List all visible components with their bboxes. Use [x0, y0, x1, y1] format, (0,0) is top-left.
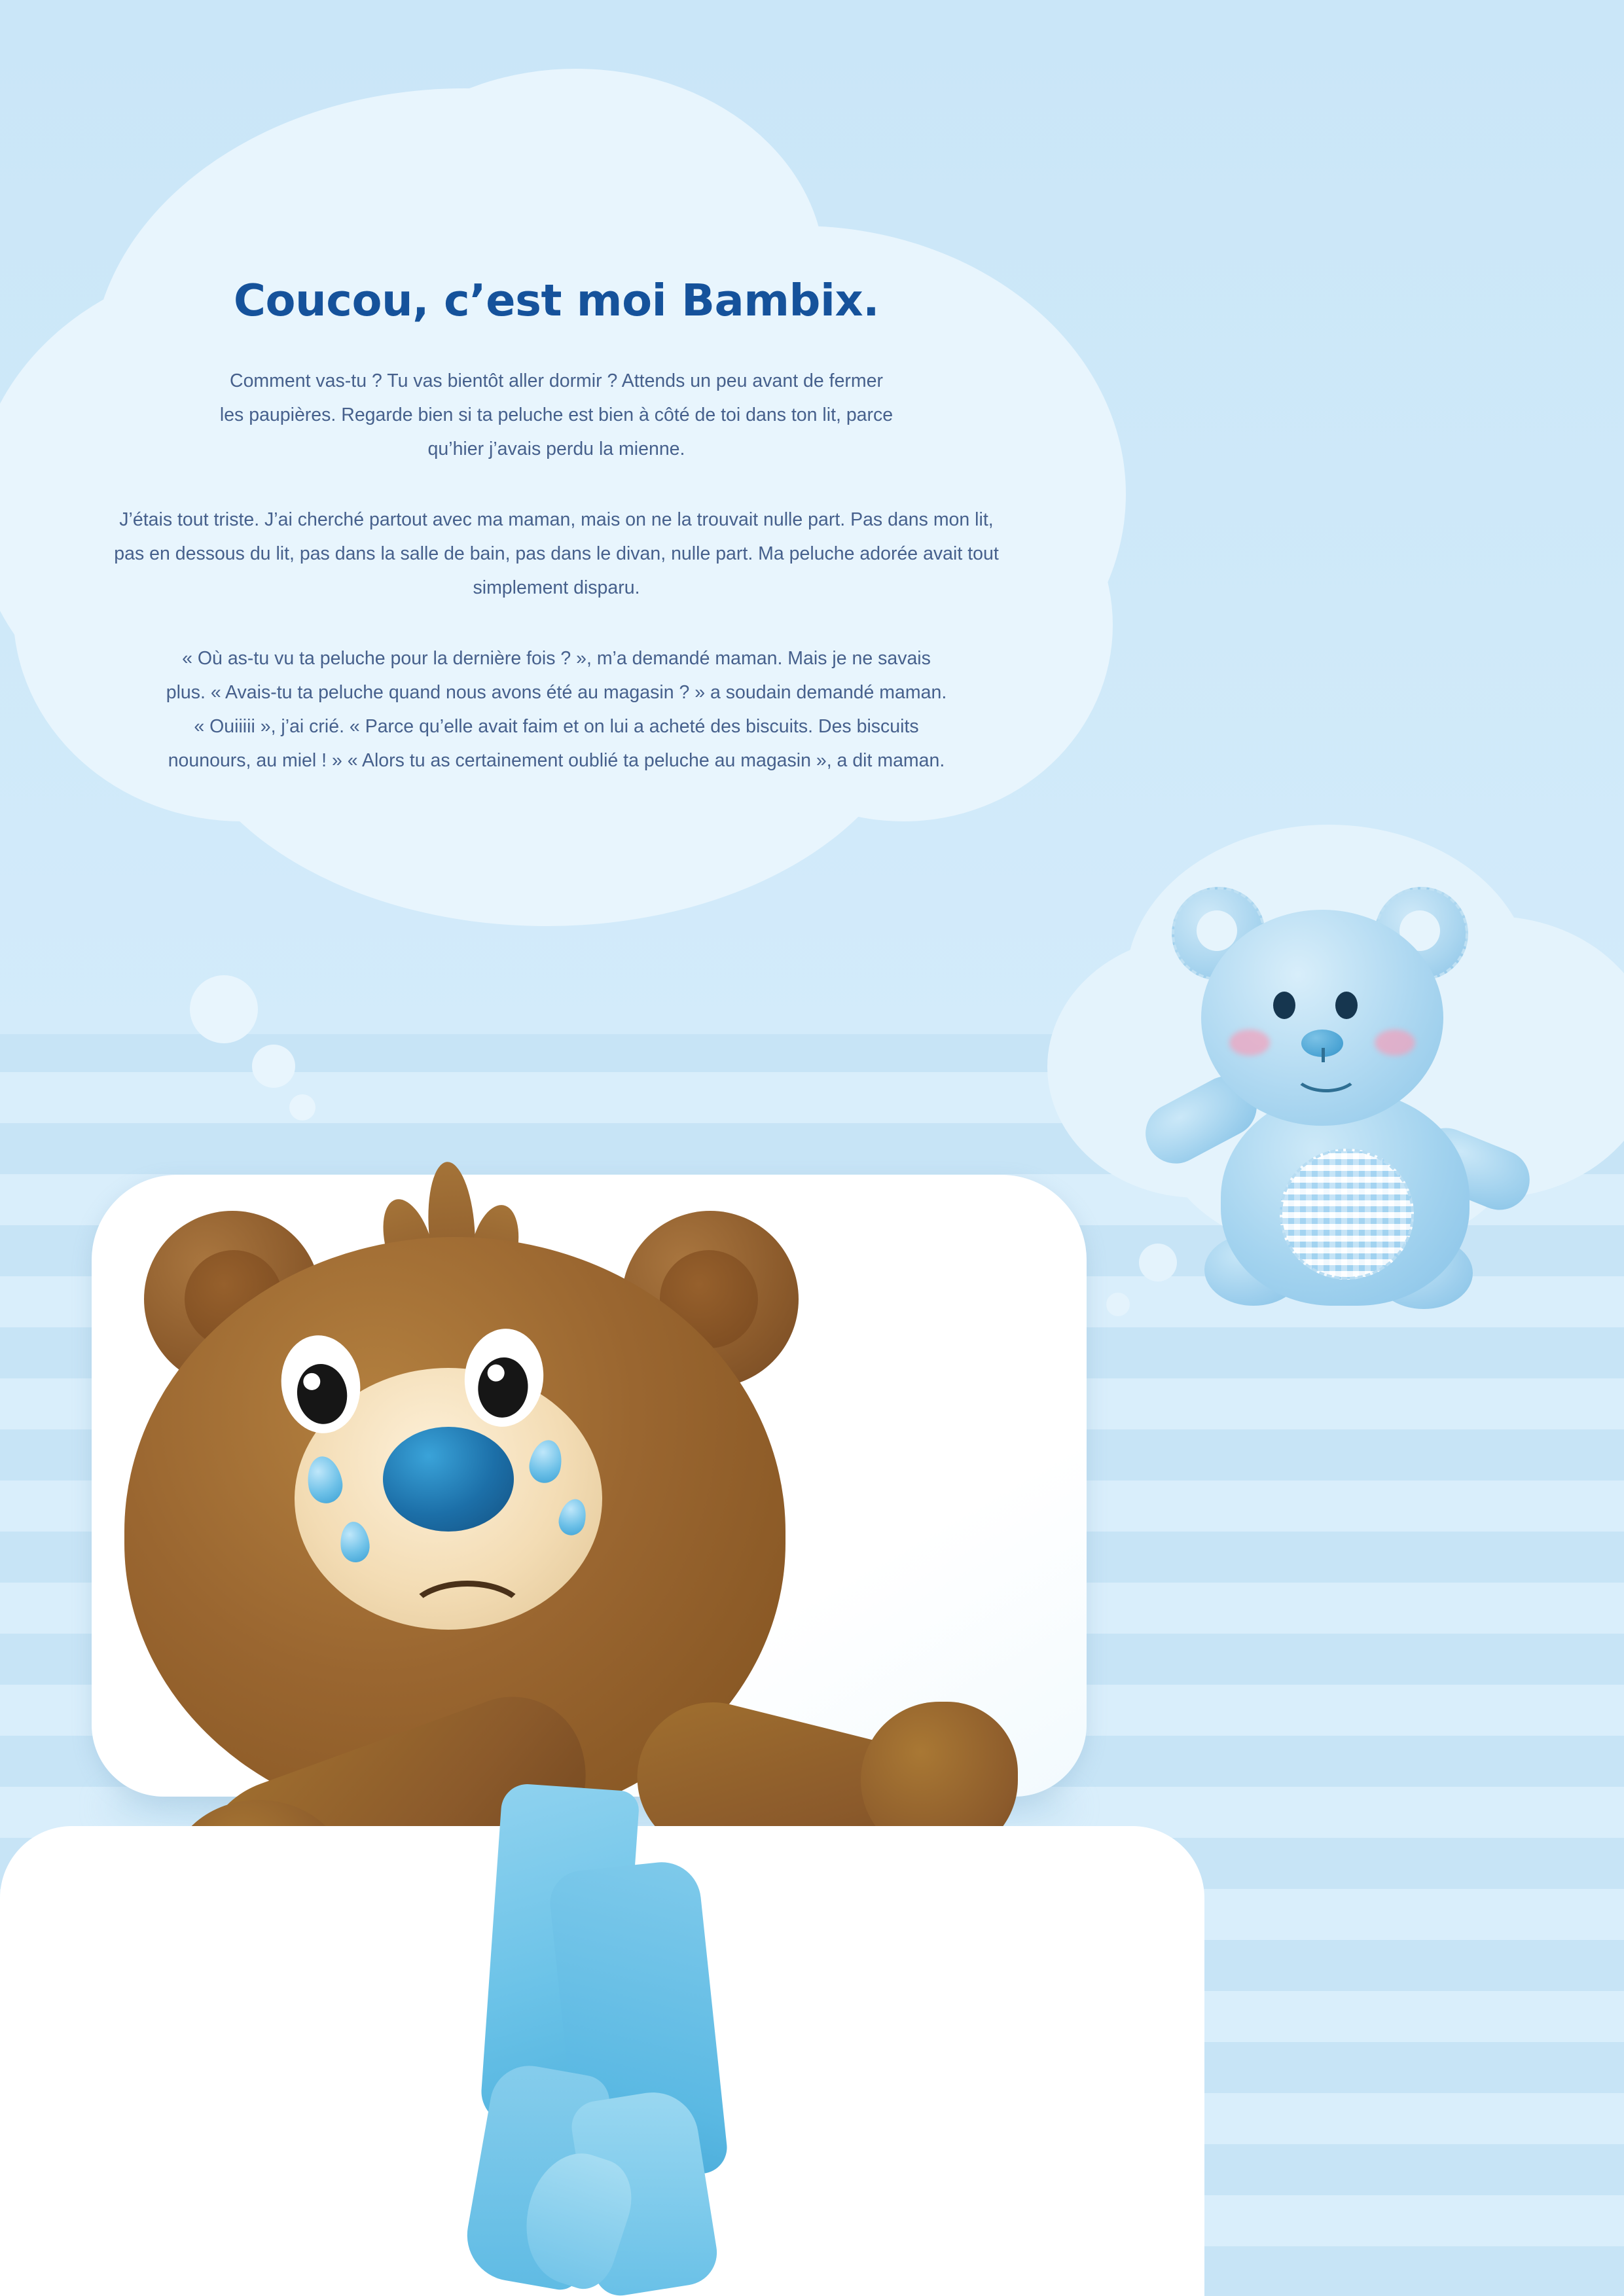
- teddy-head: [1201, 910, 1443, 1126]
- bear-pupil: [293, 1361, 351, 1427]
- teddy-mouth: [1293, 1052, 1360, 1092]
- blue-cloth: [452, 1787, 759, 2284]
- teddy-cheek-left: [1229, 1030, 1270, 1056]
- teddy-eye-left: [1273, 992, 1295, 1019]
- thought-bubble: [252, 1045, 295, 1088]
- teddy-ear-inner: [1197, 910, 1237, 951]
- story-paragraph-3: « Où as-tu vu ta peluche pour la dernière fois ? », m’a demandé maman. Mais je ne savais plus. « Avais-tu ta peluche quand nous avons été au magasin ? » a soudain demandé maman. « Ouiiiii », j’ai crié. « Parce qu’elle avait faim et on lui a acheté des biscuits. Des biscuits nounours, au miel ! » « Alors tu as certainement oublié ta peluche au magasin », a dit maman.: [166, 648, 947, 771]
- story-text-block: [98, 275, 1015, 814]
- bear-pupil: [475, 1355, 531, 1420]
- bear-nose: [383, 1427, 514, 1532]
- blue-plush-teddy: [1159, 880, 1525, 1312]
- story-paragraph-2: J’étais tout triste. J’ai cherché partout avec ma maman, mais on ne la trouvait nulle part. Pas dans mon lit, pas en dessous du lit, pas dans la salle de bain, pas dans le divan, nulle part. Ma peluche adorée avait tout simplement disparu.: [114, 509, 999, 598]
- page-title: Coucou, c’est moi Bambix.: [233, 275, 880, 326]
- thought-bubble: [190, 975, 258, 1043]
- story-paragraph-1: Comment vas-tu ? Tu vas bientôt aller dormir ? Attends un peu avant de fermer les paupières. Regarde bien si ta peluche est bien à côté de toi dans ton lit, parce qu’hier j’avais perdu la mienne.: [219, 370, 893, 459]
- teddy-belly-patch: [1280, 1149, 1414, 1280]
- bear-mouth: [406, 1581, 529, 1651]
- teddy-cheek-right: [1375, 1030, 1415, 1056]
- teddy-eye-right: [1335, 992, 1358, 1019]
